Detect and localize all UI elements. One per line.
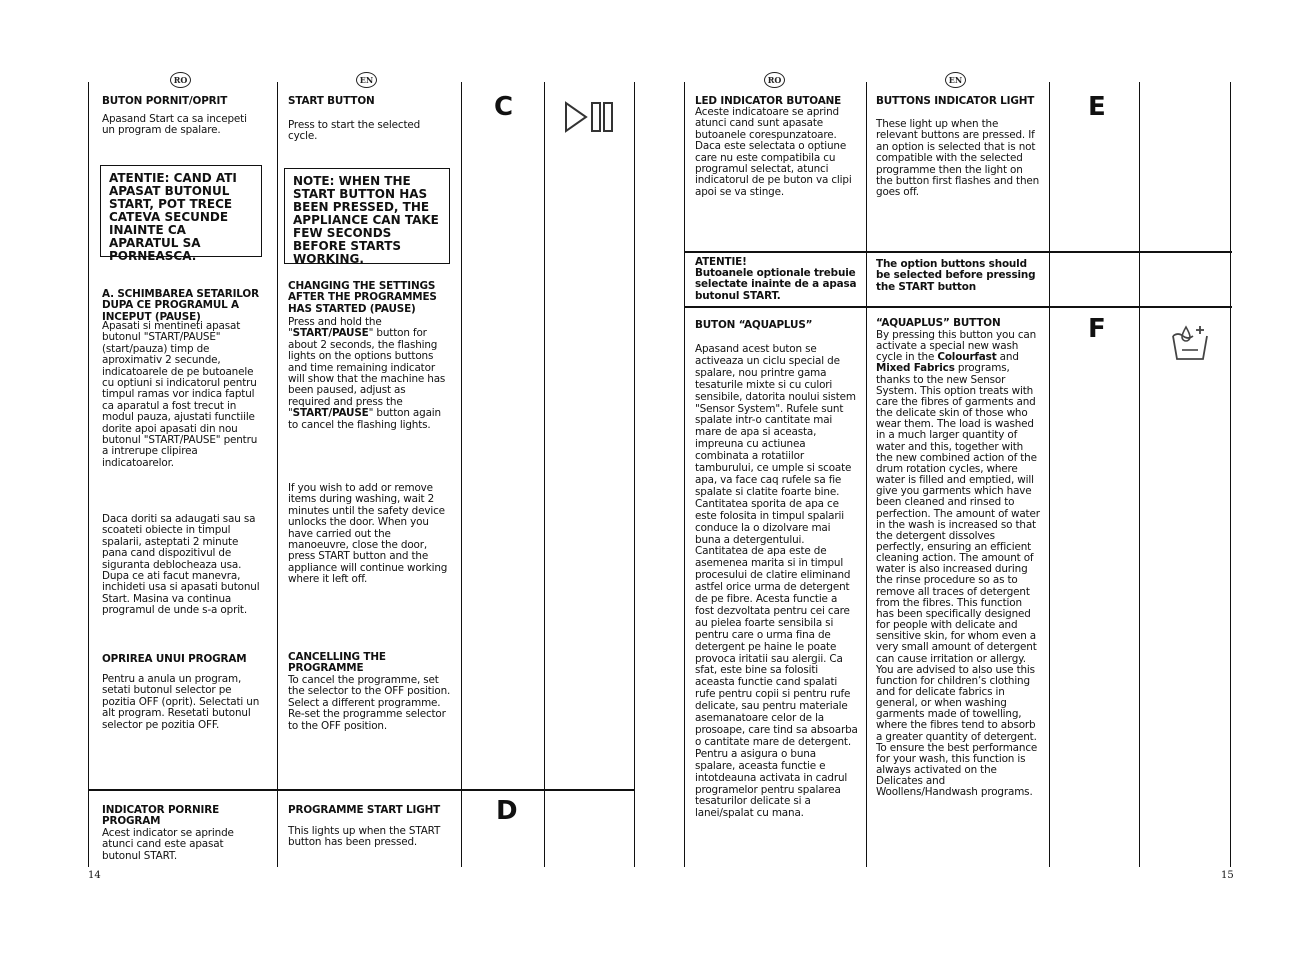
ro-attention-title: ATENTIE! xyxy=(695,256,747,268)
en-start-heading: START BUTTON xyxy=(288,95,375,107)
ro-led-text: Aceste indicatoare se aprind atunci cand sunt apasate butoanele corespunzatoare. Daca este selectata o optiune care nu este compatibila cu programul selectat, atunci indicatorul de pe buton va clipi apoi se va stinge. xyxy=(695,106,852,198)
aquaplus-icon xyxy=(1170,322,1210,364)
section-letter-f: F xyxy=(1088,314,1106,344)
en-led-text: These light up when the relevant buttons are pressed. If an option is selected that is not compatible with the selected programme then the light on the button first flashes and then goes off. xyxy=(876,118,1040,199)
column-rule xyxy=(866,82,867,867)
ro-start-note xyxy=(100,165,262,263)
ro-led-heading: LED INDICATOR BUTOANE xyxy=(695,95,842,107)
en-pause-text-part: " button for about 2 seconds, the flashing lights on the options buttons and time remaining indicator will show that the machine has been paused, adjust as required and press the " xyxy=(288,327,446,420)
en-light-heading: PROGRAMME START LIGHT xyxy=(288,804,441,816)
en-aquaplus-text-part: programs, thanks to the new Sensor System. This option treats with care the fibres of garments and the delicate skin of those who wear them. The load is washed in a much larger quantity of water and this, together with the new combined action of the drum rotation cycles, where water is filled and emptied, will give you garments which have been cleaned and rinsed to perfection. The amount of water in the wash is increased so that the detergent dissolves perfectly, ensuring an efficient cleaning action. The amount of water is also increased during the rinse procedure so as to remove all traces of detergent from the fibres. This function has been specifically designed for people with delicate and sensitive skin, for whom even a very small amount of detergent can cause irritation or allergy. You are advised to also use this function for children’s clothing and for delicate fabrics in general, or when washing garments made of towelling, where the fibres tend to absorb a greater quantity of detergent. To ensure the best performance for your wash, this function is always activated on the Delicates and Woollens/Handwash programs. xyxy=(876,362,1040,799)
ro-aquaplus-text: Apasand acest buton se activeaza un ciclu special de spalare, nou printre gama tesaturile mixte si cu culori sensibile, datorita noului sistem "Sensor System". Rufele sunt spalate intr-o cantitate mai mare de apa si aceasta, impreuna cu actiunea combinata a rotatiilor tamburului, ce umple si scoate apa, va face caq rufele sa fie spalate si clatite foarte bine. Cantitatea sporita de apa ce este folosita in timpul spalarii conduce la o dizolvare mai buna a detergentului. Cantitatea de apa este de asemenea marita si in timpul procesului de clatire eliminand astfel orice urma de detergent de pe fibre. Acesta functie a fost dezvoltata pentru cei care au pielea foarte sensibila si pentru care o urma fina de detergent pe haine le poate provoca iritatii sau alergii. Ca sfat, este bine sa folositi aceasta functie cand spalati rufe pentru copii si pentru rufe delicate, sau pentru materiale asemanatoare celor de la prosoape, care tind sa absoarba o cantitate mare de detergent. Pentru a asigura o buna spalare, aceasta functie e intotdeauna activata in cadrul programelor pentru spalarea tesaturilor delicate si a lanei/spalat cu mana. xyxy=(695,343,858,820)
section-divider xyxy=(684,306,1232,308)
en-pause-text-part: " button again to cancel the flashing lights. xyxy=(288,407,441,431)
en-led-heading: BUTTONS INDICATOR LIGHT xyxy=(876,95,1035,107)
section-letter-c: C xyxy=(494,92,514,122)
column-rule xyxy=(277,82,278,867)
en-pause-text-part: Press and hold the " xyxy=(288,316,382,340)
en-pause-text xyxy=(288,317,450,431)
en-pause-text-bold: START/PAUSE xyxy=(292,407,369,420)
page-number-right: 15 xyxy=(1221,870,1234,881)
ro-start-text: Apasand Start ca sa incepeti un program de spalare. xyxy=(102,113,247,137)
ro-cancel-text: Pentru a anula un program, setati butonul selector pe pozitia OFF (oprit). Selectati un alt program. Resetati butonul selector pe pozitia OFF. xyxy=(102,673,260,731)
lang-ro-marker: RO xyxy=(170,72,191,88)
en-pause-text-bold: START/PAUSE xyxy=(292,327,369,340)
en-aquaplus-text-part: By pressing this button you can activate a special new wash cycle in the xyxy=(876,329,1037,364)
section-letter-e: E xyxy=(1088,92,1106,122)
en-aquaplus-text-part: and xyxy=(996,351,1019,364)
column-rule xyxy=(634,82,635,867)
column-rule xyxy=(1139,82,1140,867)
en-cancel-text: To cancel the programme, set the selector to the OFF position. Select a different programme. Re-set the programme selector to the OFF position. xyxy=(288,674,451,732)
ro-start-note-text: ATENTIE: CAND ATI APASAT BUTONUL START, POT TRECE CATEVA SECUNDE INAINTE CA APARATUL SA PORNEASCA. xyxy=(109,171,237,263)
lang-en-marker: EN xyxy=(945,72,966,88)
start-pause-icon xyxy=(562,100,616,134)
ro-light-heading: INDICATOR PORNIRE PROGRAM xyxy=(102,804,220,828)
ro-light-text: Acest indicator se aprinde atunci cand este apasat butonul START. xyxy=(102,827,234,862)
en-aquaplus-text-bold: Colourfast xyxy=(937,351,997,364)
ro-pause-text: Apasati si mentineti apasat butonul "START/PAUSE" (start/pauza) timp de aproximativ 2 secunde, indicatoarele de pe butoanele cu optiuni si indicatorul pentru timpul ramas vor indica faptul ca aparatul a fost trecut in modul pauza, ajustati functiile dorite apoi apasati din nou butonul "START/PAUSE" pentru a intrerupe clipirea indicatoarelor. xyxy=(102,320,258,469)
lang-en-marker: EN xyxy=(356,72,377,88)
column-rule xyxy=(1230,82,1231,867)
column-rule xyxy=(461,82,462,867)
en-start-note-text: NOTE: WHEN THE START BUTTON HAS BEEN PRESSED, THE APPLIANCE CAN TAKE FEW SECONDS BEFORE STARTS WORKING. xyxy=(293,174,439,266)
section-divider xyxy=(88,789,635,791)
en-light-text: This lights up when the START button has been pressed. xyxy=(288,825,441,849)
lang-ro-marker: RO xyxy=(764,72,785,88)
en-attention-text: The option buttons should be selected before pressing the START button xyxy=(876,258,1036,293)
column-rule xyxy=(88,82,89,867)
en-start-text: Press to start the selected cycle. xyxy=(288,119,421,143)
ro-pause-heading: A. SCHIMBAREA SETARILOR DUPA CE PROGRAMUL A INCEPUT (PAUSE) xyxy=(102,288,259,323)
ro-attention-text: Butoanele optionale trebuie selectate inainte de a apasa butonul START. xyxy=(695,267,857,302)
ro-cancel-heading: OPRIREA UNUI PROGRAM xyxy=(102,653,247,665)
en-aquaplus-text xyxy=(876,330,1042,799)
en-aquaplus-heading: “AQUAPLUS” BUTTON xyxy=(876,317,1001,329)
section-divider xyxy=(684,251,1232,253)
column-rule xyxy=(1049,82,1050,867)
en-pause-heading: CHANGING THE SETTINGS AFTER THE PROGRAMMES HAS STARTED (PAUSE) xyxy=(288,280,437,315)
ro-pause-text-2: Daca doriti sa adaugati sau sa scoateti obiecte in timpul spalarii, asteptati 2 minute pana cand dispozitivul de siguranta deblocheaza usa. Dupa ce ati facut manevra, inchideti usa si apasati butonul Start. Masina va continua programul de unde s-a oprit. xyxy=(102,513,260,617)
en-pause-text-2: If you wish to add or remove items during washing, wait 2 minutes until the safety device unlocks the door. When you have carried out the manoeuvre, close the door, press START button and the appliance will continue working where it left off. xyxy=(288,482,448,586)
en-start-note xyxy=(284,168,450,264)
section-letter-d: D xyxy=(496,796,518,826)
ro-aquaplus-heading: BUTON “AQUAPLUS” xyxy=(695,319,813,331)
page-number-left: 14 xyxy=(88,870,101,881)
column-rule xyxy=(684,82,685,867)
column-rule xyxy=(544,82,545,867)
en-aquaplus-text-bold: Mixed Fabrics xyxy=(876,362,955,375)
ro-start-heading: BUTON PORNIT/OPRIT xyxy=(102,95,228,107)
en-cancel-heading: CANCELLING THE PROGRAMME xyxy=(288,651,386,675)
